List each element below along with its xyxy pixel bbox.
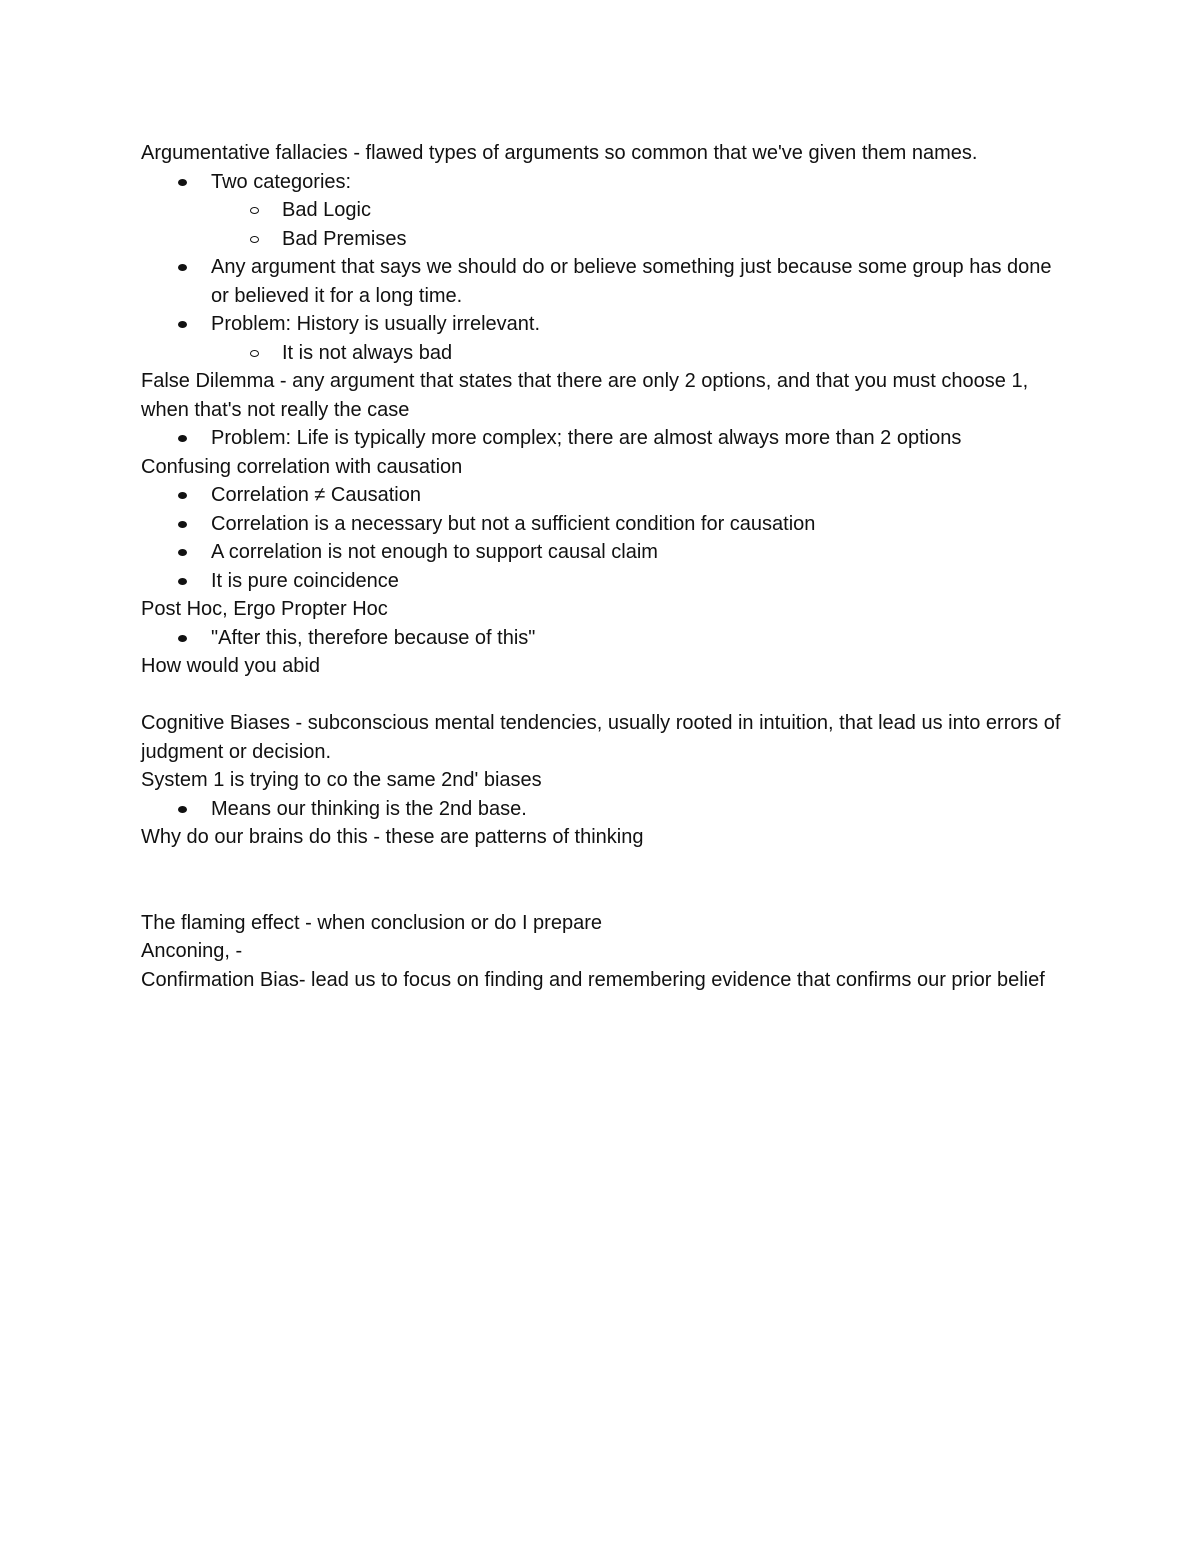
bullet-disc-icon [178,549,187,556]
list-item [141,424,1071,453]
list-item [141,253,1071,310]
sub-list-item [141,339,1071,368]
list-item-text: Two categories: [211,170,352,193]
bullet-disc-icon [178,521,187,528]
bullet-disc-icon [178,635,187,642]
list-item [141,538,1071,567]
false-dilemma-paragraph: False Dilemma - any argument that states that there are only 2 options, and that you must choose 1, when that's not really the case [141,370,1029,421]
list-item [141,510,1071,539]
intro-paragraph: Argumentative fallacies - flawed types of arguments so common that we've given them names. [141,142,978,164]
sub-list-item [141,225,1071,254]
why-brains-line: Why do our brains do this - these are patterns of thinking [141,826,644,848]
list-item [141,624,1071,653]
system1-line: System 1 is trying to co the same 2nd' biases [141,769,542,791]
post-hoc-heading: Post Hoc, Ergo Propter Hoc [141,598,388,620]
list-item [141,795,1071,824]
bullet-disc-icon [178,321,187,328]
list-item [141,567,1071,596]
list-item-text: Problem: Life is typically more complex; there are almost always more than 2 options [211,427,962,449]
bullet-disc-icon [178,578,187,585]
anconing-line: Anconing, - [141,940,243,962]
list-item [141,481,1071,510]
flaming-effect-line: The flaming effect - when conclusion or do I prepare [141,911,602,934]
sub-list-item-text: It is not always bad [282,341,453,364]
list-item-text: Any argument that says we should do or believe something just because some group has done or believed it for a long time. [211,256,1052,307]
bullet-disc-icon [178,435,187,442]
list-item-text: Correlation ≠ Causation [211,484,421,506]
sub-list-item-text: Bad Premises [282,227,407,250]
list-item-text: Correlation is a necessary but not a sufficient condition for causation [211,512,816,535]
bullet-disc-icon [178,806,187,813]
list-item [141,310,1071,339]
blank-lines [141,852,1071,909]
how-would-line: How would you abid [141,655,320,677]
confirmation-bias-paragraph: Confirmation Bias- lead us to focus on finding and remembering evidence that confirms our prior belief [141,968,1045,991]
list-item-text: A correlation is not enough to support causal claim [211,541,658,563]
blank-line [141,681,1071,710]
list-item-text: Means our thinking is the 2nd base. [211,797,527,820]
list-item-text: "After this, therefore because of this" [211,626,536,649]
list-item-text: Problem: History is usually irrelevant. [211,313,540,335]
document-body [141,139,1071,994]
bullet-circle-icon [250,236,259,243]
sub-list-item [141,196,1071,225]
bullet-circle-icon [250,207,259,214]
bullet-disc-icon [178,179,187,186]
list-item [141,168,1071,197]
cognitive-biases-paragraph: Cognitive Biases - subconscious mental tendencies, usually rooted in intuition, that lead us into errors of judgment or decision. [141,712,1061,763]
correlation-heading: Confusing correlation with causation [141,455,463,478]
bullet-circle-icon [250,350,259,357]
bullet-disc-icon [178,264,187,271]
bullet-disc-icon [178,492,187,499]
list-item-text: It is pure coincidence [211,569,399,592]
sub-list-item-text: Bad Logic [282,199,371,221]
